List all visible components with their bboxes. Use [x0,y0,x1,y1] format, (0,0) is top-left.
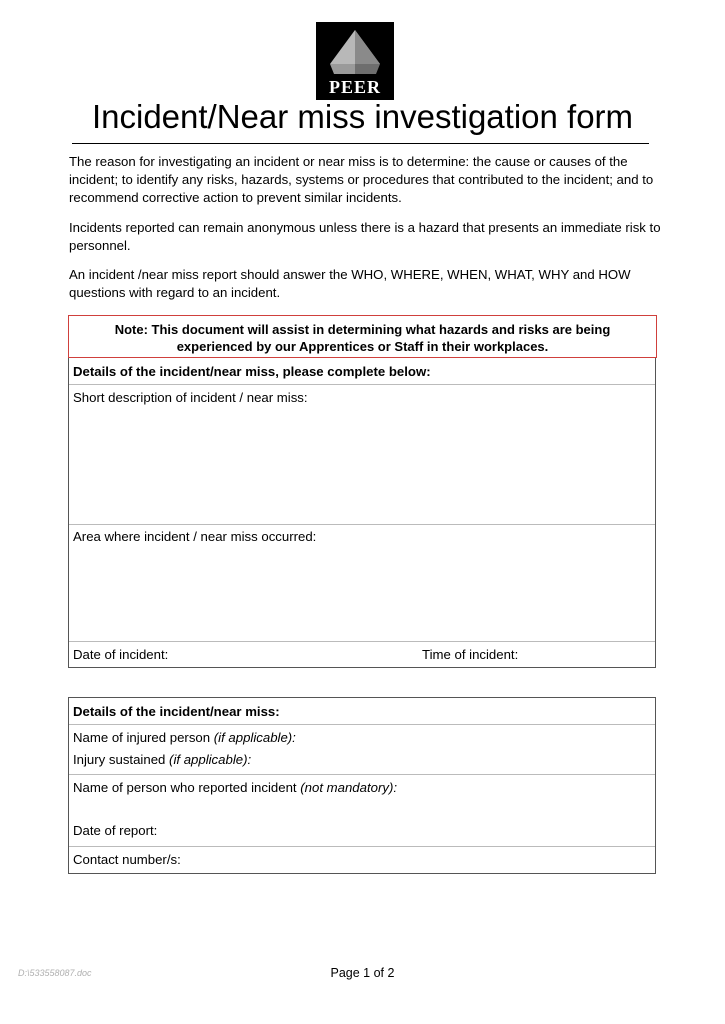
footer-filename: D:\533558087.doc [18,968,92,978]
section2-heading: Details of the incident/near miss: [73,704,280,719]
contact-label: Contact number/s: [73,852,181,867]
incident-details-table [68,357,656,668]
injured-person-row[interactable] [69,725,655,775]
date-time-row [69,642,655,669]
area-label: Area where incident / near miss occurred: [73,529,317,544]
intro-paragraph-2: Incidents reported can remain anonymous unless there is a hazard that presents an immediate risk to personnel. [69,220,661,253]
intro-paragraph-3: An incident /near miss report should answer the WHO, WHERE, WHEN, WHAT, WHY and HOW questions with regard to an incident. [69,267,631,300]
note-line-2: experienced by our Apprentices or Staff in their workplaces. [176,339,549,354]
page-title: Incident/Near miss investigation form [91,98,634,135]
section2-heading-row [69,698,655,725]
time-of-incident-label[interactable]: Time of incident: [422,647,519,662]
contact-row[interactable] [69,847,655,875]
injury-sustained-label: Injury sustained (if applicable): [73,752,252,767]
section1-heading: Details of the incident/near miss, please complete below: [73,364,431,379]
logo-text: PEER [328,77,381,97]
note-box [68,315,657,358]
injured-person-label: Name of injured person (if applicable): [73,730,296,745]
short-description-label: Short description of incident / near miss: [73,390,308,405]
short-description-field[interactable] [69,385,655,525]
note-line-1: Note: This document will assist in determining what hazards and risks are being [114,322,611,337]
reporter-label: Name of person who reported incident (not mandatory): [73,780,398,795]
reporter-row[interactable] [69,775,655,847]
date-of-incident-label[interactable]: Date of incident: [73,647,169,662]
section1-heading-row [69,358,655,385]
area-field[interactable] [69,525,655,642]
footer-page-number: Page 1 of 2 [330,966,395,980]
peer-logo [316,22,394,100]
person-details-table [68,697,656,874]
date-of-report-label: Date of report: [73,823,158,838]
title-divider [72,143,649,144]
intro-paragraph-1: The reason for investigating an incident or near miss is to determine: the cause or causes of the incident; to identify any risks, hazards, systems or procedures that contributed to the incident; and to recommend corrective action to prevent similar incidents. [69,154,654,205]
